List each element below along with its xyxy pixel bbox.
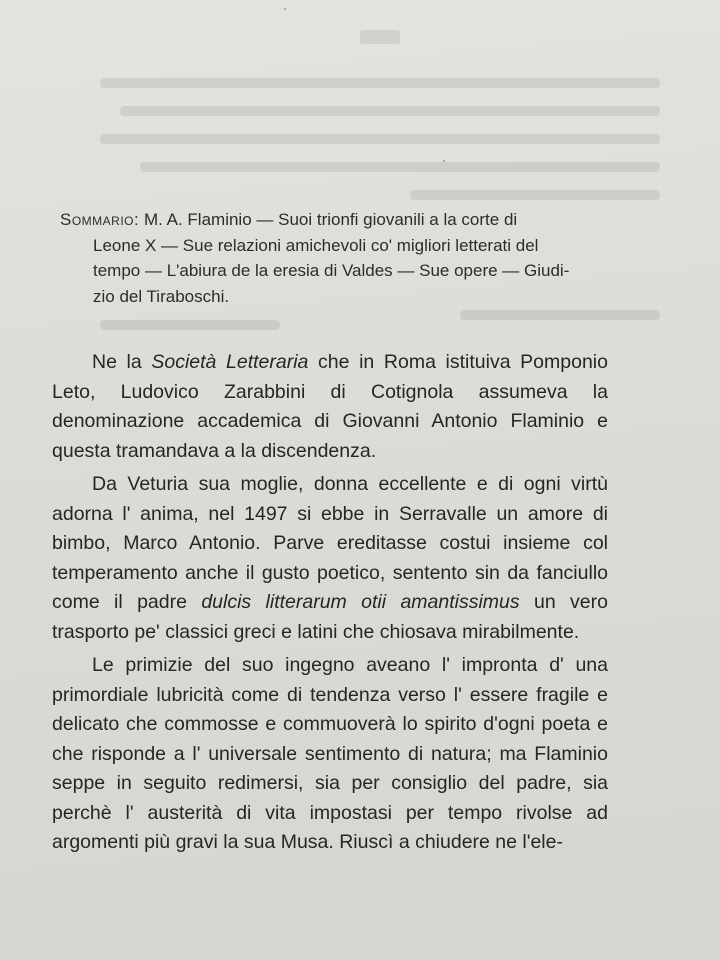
paragraph — [52, 651, 608, 858]
paper-speck — [284, 8, 286, 10]
paper-speck — [443, 160, 445, 162]
summary-line: tempo — L'abiura de la eresia di Valdes — Sue opere — Giudi- — [93, 261, 570, 280]
chapter-summary — [60, 207, 592, 309]
summary-line: zio del Tiraboschi. — [93, 286, 230, 306]
paragraph-text: Ne la — [92, 351, 152, 373]
paragraph — [52, 470, 608, 647]
summary-line — [60, 207, 592, 233]
chapter-body — [52, 348, 608, 862]
paragraph-text: Le primizie del suo ingegno aveano l' impronta d' una primordiale lubricità come di tendenza verso l' essere fragile e delicato che commosse e commuoverà lo spirito d'ogni poeta e che risponde a l' universale sentimento di natura; ma Flaminio seppe in seguito redimersi, sia per consiglio del padre, sia perchè l' austerità di vita impostasi per tempo rivolse ad argomenti più gravi la sua Musa. Riuscì a chiudere ne l'ele- — [52, 654, 608, 853]
summary-line: Leone X — Sue relazioni amichevoli co' migliori letterati del — [93, 235, 539, 255]
paragraph — [52, 348, 608, 466]
summary-label: Sommario: — [60, 210, 140, 229]
summary-text: M. A. Flaminio — Suoi trionfi giovanili a la corte di — [143, 210, 518, 229]
paragraph-italic: Società Letteraria — [151, 351, 309, 373]
paragraph-italic: dulcis litterarum otii amantissimus — [201, 591, 520, 613]
paragraph-text: Da Veturia sua moglie, donna eccellente e di ogni virtù adorna l' anima, nel 1497 si ebbe in Serravalle un amore di bimbo, Marco Antonio. Parve ereditasse costui insieme col temperamento anche il gusto poetico, sentento sin da fanciullo come il padre — [52, 473, 608, 613]
paragraph-text: che in Roma istituiva Pomponio Leto, Ludovico Zarabbini di Cotignola assumeva la denominazione accademica di Giovanni Antonio Flaminio e questa tramandava a la discendenza. — [52, 351, 608, 462]
paragraph-text: un vero trasporto pe' classici greci e latini che chiosava mirabilmente. — [52, 591, 608, 643]
